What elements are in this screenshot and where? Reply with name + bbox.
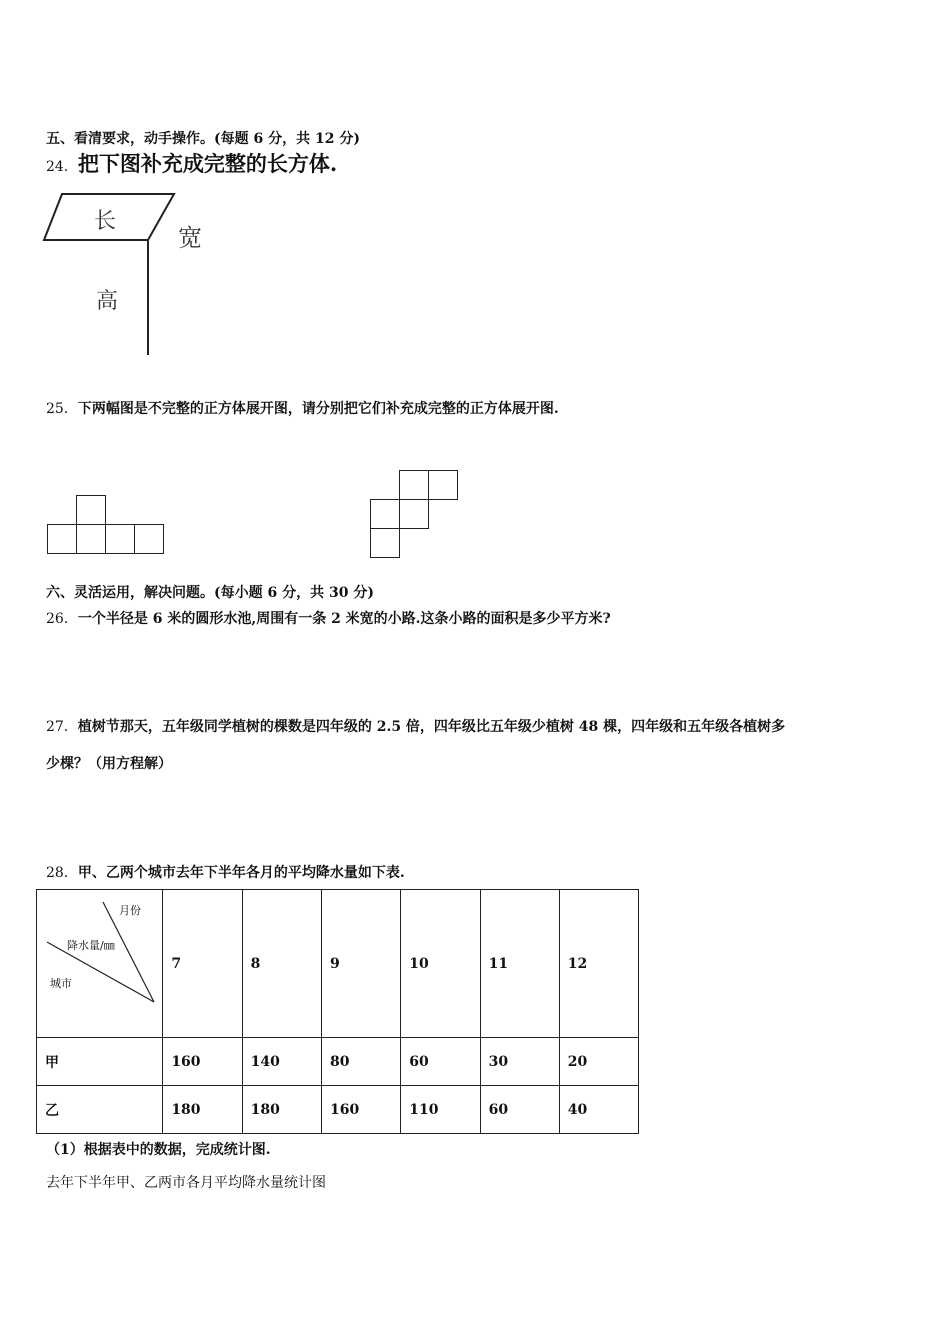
value-cell: 20	[559, 1038, 638, 1086]
rainfall-table	[36, 889, 639, 1134]
city-cell: 甲	[37, 1038, 163, 1086]
question-text-line1: 植树节那天，五年级同学植树的棵数是四年级的 2.5 倍，四年级比五年级少植树 48 棵，四年级和五年级各植树多	[77, 719, 786, 735]
month-header-cell: 9	[321, 890, 400, 1038]
value-cell: 140	[242, 1038, 321, 1086]
label-width: 宽	[178, 224, 202, 252]
month-header-cell: 10	[401, 890, 480, 1038]
question-25	[46, 398, 559, 418]
question-27-line2: 少棵？（用方程解）	[46, 756, 172, 772]
question-number: 25．	[46, 401, 78, 417]
net-square	[134, 524, 164, 554]
section-5-heading: 五、看清要求，动手操作。(每题 6 分，共 12 分)	[46, 131, 360, 147]
net-square	[428, 470, 458, 500]
table-row	[37, 1086, 639, 1134]
net-square	[105, 524, 135, 554]
label-height: 高	[96, 289, 119, 314]
value-cell: 160	[321, 1086, 400, 1134]
section-6-heading: 六、灵活运用，解决问题。(每小题 6 分，共 30 分)	[46, 585, 374, 601]
value-cell: 30	[480, 1038, 559, 1086]
cube-net-2	[370, 470, 460, 560]
question-28	[46, 862, 405, 882]
month-header-cell: 7	[163, 890, 242, 1038]
value-cell: 180	[163, 1086, 242, 1134]
month-header-cell: 12	[559, 890, 638, 1038]
question-text: 把下图补充成完整的长方体.	[77, 151, 338, 176]
cuboid-partial-figure	[40, 190, 280, 365]
question-text: 下两幅图是不完整的正方体展开图，请分别把它们补充成完整的正方体展开图.	[77, 401, 559, 417]
chart-title: 去年下半年甲、乙两市各月平均降水量统计图	[46, 1175, 326, 1191]
question-27	[46, 716, 785, 736]
value-cell: 40	[559, 1086, 638, 1134]
net-square	[370, 528, 400, 558]
value-cell: 60	[480, 1086, 559, 1134]
net-square	[76, 495, 106, 525]
cube-net-1	[47, 495, 165, 555]
question-number: 26．	[46, 611, 78, 627]
month-header-cell: 11	[480, 890, 559, 1038]
net-square	[76, 524, 106, 554]
question-text: 一个半径是 6 米的圆形水池,周围有一条 2 米宽的小路.这条小路的面积是多少平方米?	[77, 611, 611, 627]
question-number: 28．	[46, 865, 78, 881]
month-header-cell: 8	[242, 890, 321, 1038]
label-length: 长	[94, 209, 117, 234]
diagonal-lines	[37, 890, 164, 1038]
value-cell: 110	[401, 1086, 480, 1134]
value-cell: 80	[321, 1038, 400, 1086]
question-number: 24．	[46, 159, 78, 175]
net-square	[47, 524, 77, 554]
net-square	[399, 470, 429, 500]
net-square	[370, 499, 400, 529]
city-cell: 乙	[37, 1086, 163, 1134]
question-26	[46, 608, 611, 628]
question-text: 甲、乙两个城市去年下半年各月的平均降水量如下表.	[77, 865, 405, 881]
header-label-month: 月份	[119, 904, 141, 917]
value-cell: 60	[401, 1038, 480, 1086]
table-header-row	[37, 890, 639, 1038]
diagonal-header-cell	[37, 890, 163, 1038]
value-cell: 160	[163, 1038, 242, 1086]
value-cell: 180	[242, 1086, 321, 1134]
question-24	[46, 148, 337, 178]
question-number: 27．	[46, 719, 78, 735]
header-label-city: 城市	[50, 977, 72, 990]
table-row	[37, 1038, 639, 1086]
question-28-sub1: （1）根据表中的数据，完成统计图.	[46, 1142, 271, 1158]
header-label-rainfall: 降水量/㎜	[67, 939, 115, 952]
net-square	[399, 499, 429, 529]
